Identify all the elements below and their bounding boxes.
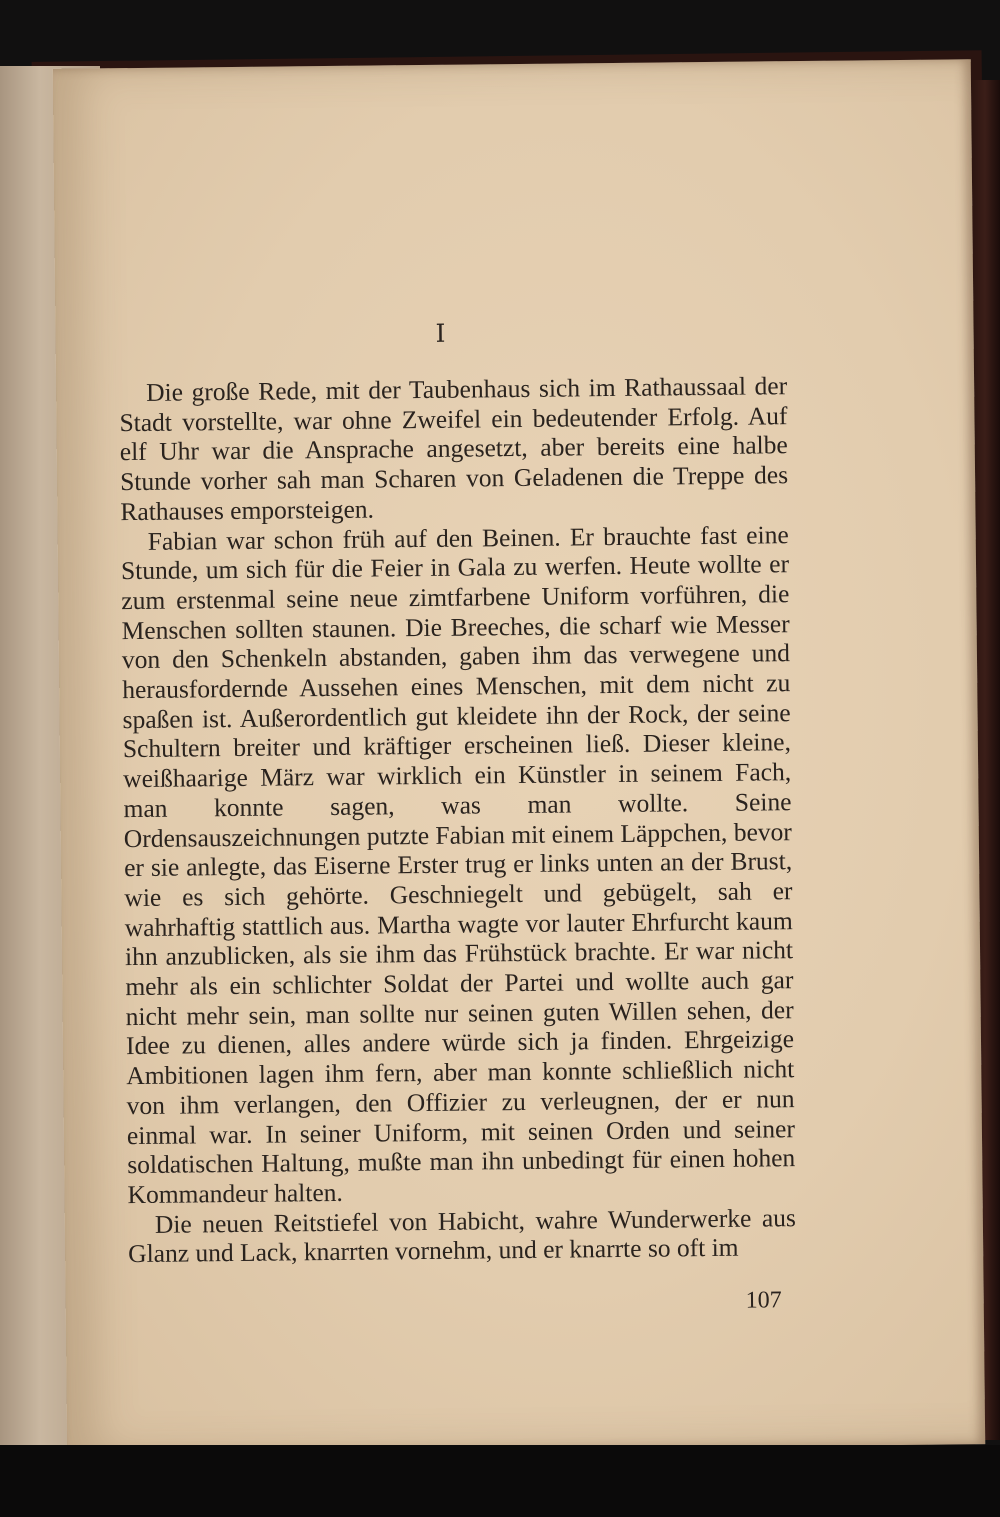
page-number: 107 — [745, 1287, 782, 1314]
book-page — [53, 59, 985, 1454]
background-surface — [0, 1445, 1000, 1517]
paragraph: Fabian war schon früh auf den Beinen. Er brauchte fast eine Stunde, um sich für die Feier in Gala zu werfen. Heute wollte er zum erstenmal seine neue zimtfarbene Uniform vorführen, die Menschen sollten staunen. Die Breeches, die scharf wie Messer von den Schenkeln abstanden, gaben ihm das verwegene und herausfordernde Aussehen eines Menschen, mit dem nicht zu spaßen ist. Außerordentlich gut kleidete ihn der Rock, der seine Schultern breiter und kräftiger erscheinen ließ. Dieser kleine, weißhaarige März war wirklich ein Künstler in seinem Fach, man konnte sagen, was man wollte. Seine Ordensauszeichnungen putzte Fabian mit einem Läppchen, bevor er sie anlegte, das Eiserne Erster trug er links unten an der Brust, wie es sich gehörte. Geschniegelt und gebügelt, sah er wahrhaftig stattlich aus. Martha wagte vor lauter Ehrfurcht kaum ihn anzublicken, als sie ihm das Frühstück brachte. Er war nicht mehr als ein schlichter Soldat der Partei und wollte auch gar nicht mehr sein, man sollte nur seinen guten Willen sehen, der Idee zu dienen, alles andere würde sich ja finden. Ehrgeizige Ambitionen lagen ihm fern, aber man konnte schließlich nicht von ihm verlangen, den Offizier zu verleugnen, der er nun einmal war. In seiner Uniform, mit seinen Orden und seiner soldatischen Haltung, mußte man ihn unbedingt für einen hohen Kommandeur halten. — [120, 519, 796, 1210]
chapter-heading: I — [435, 318, 446, 348]
paragraph: Die neuen Reitstiefel von Habicht, wahre Wunderwerke aus Glanz und Lack, knarrten vornehm, und er knarrte so oft im — [128, 1202, 796, 1269]
body-text — [119, 371, 796, 1269]
paragraph: Die große Rede, mit der Taubenhaus sich im Rathaussaal der Stadt vorstellte, war ohne Zweifel ein bedeutender Erfolg. Auf elf Uhr war die Ansprache angesetzt, aber bereits eine halbe Stunde vorher sah man Scharen von Geladenen die Treppe des Rathauses emporsteigen. — [119, 371, 789, 526]
